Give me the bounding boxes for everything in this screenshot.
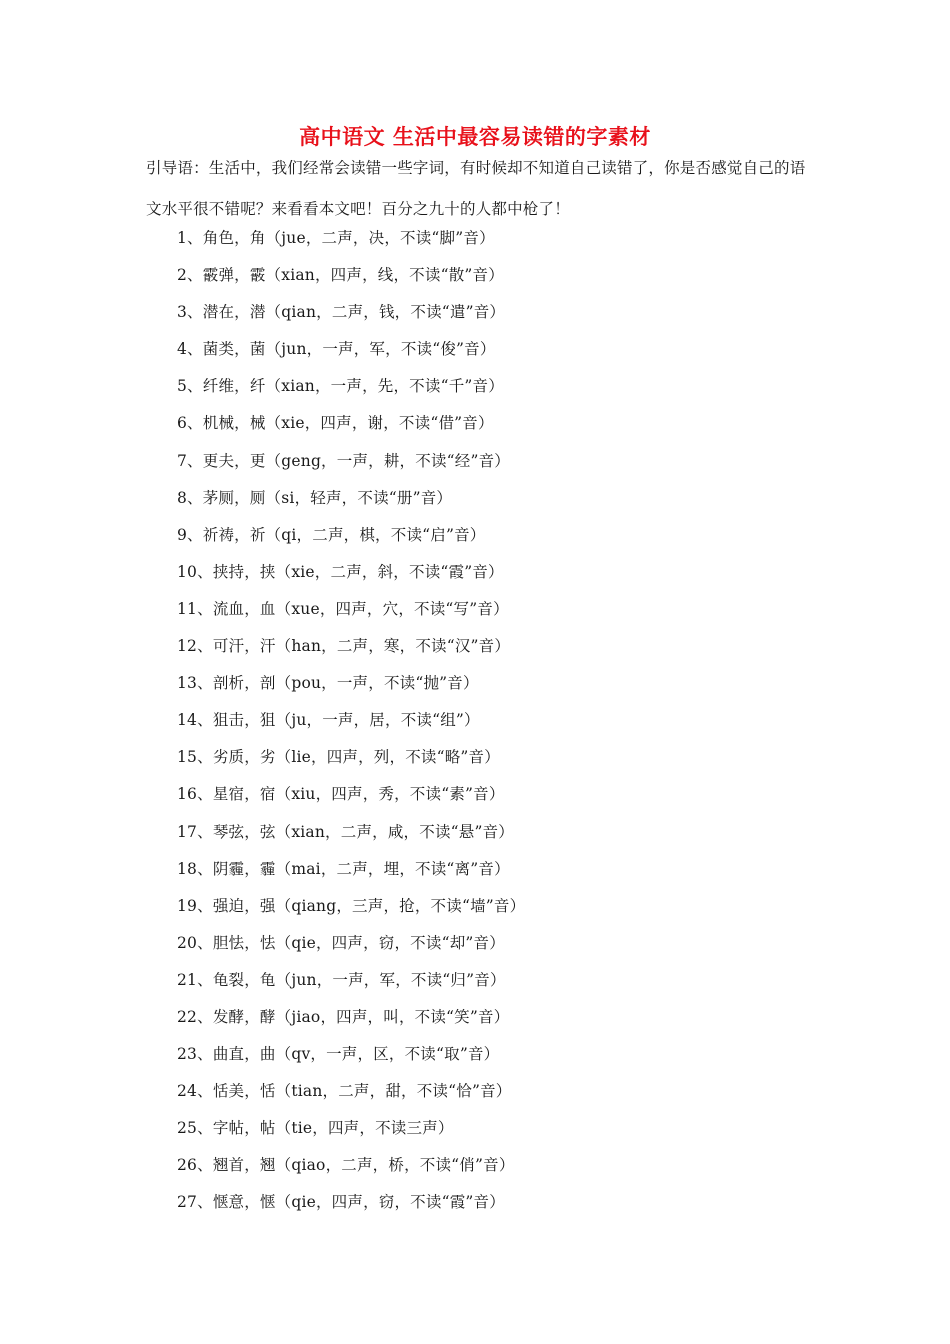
- list-item: 24、恬美，恬（tian，二声，甜，不读“恰”音）: [177, 1082, 512, 1101]
- list-item: 6、机械，械（xie，四声，谢，不读“借”音）: [177, 414, 494, 433]
- list-item: 15、劣质，劣（lie，四声，列，不读“略”音）: [177, 748, 500, 767]
- list-item: 5、纤维，纤（xian，一声，先，不读“千”音）: [177, 377, 504, 396]
- list-item: 8、茅厕，厕（si，轻声，不读“册”音）: [177, 488, 453, 507]
- list-item: 21、龟裂，龟（jun，一声，军，不读“归”音）: [177, 970, 506, 989]
- list-item: 17、琴弦，弦（xian，二声，咸，不读“悬”音）: [177, 822, 514, 841]
- list-item: 4、菌类，菌（jun，一声，军，不读“俊”音）: [177, 340, 496, 359]
- list-item: 23、曲直，曲（qv，一声，区，不读“取”音）: [177, 1045, 500, 1064]
- list-item: 19、强迫，强（qiang，三声，抢，不读“墙”音）: [177, 896, 526, 915]
- list-item: 14、狙击，狙（ju，一声，居，不读“组”）: [177, 711, 480, 730]
- list-item: 18、阴霾，霾（mai，二声，埋，不读“离”音）: [177, 859, 510, 878]
- list-item: 26、翘首，翘（qiao，二声，桥，不读“俏”音）: [177, 1156, 515, 1175]
- list-item: 9、祈祷，祈（qi，二声，棋，不读“启”音）: [177, 525, 486, 544]
- list-item: 13、剖析，剖（pou，一声，不读“抛”音）: [177, 674, 479, 693]
- list-item: 11、流血，血（xue，四声，穴，不读“写”音）: [177, 599, 509, 618]
- word-list: [177, 220, 827, 1222]
- intro-paragraph: 引导语：生活中，我们经常会读错一些字词，有时候却不知道自己读错了，你是否感觉自己的语文水平很不错呢？来看看本文吧！百分之九十的人都中枪了！: [146, 159, 806, 218]
- list-item: 1、角色，角（jue，二声，决，不读“脚”音）: [177, 229, 495, 247]
- list-item: 27、惬意，惬（qie，四声，窃，不读“霞”音）: [177, 1193, 505, 1212]
- list-item: 25、字帖，帖（tie，四声，不读三声）: [177, 1119, 454, 1138]
- list-item: 10、挟持，挟（xie，二声，斜，不读“霞”音）: [177, 562, 504, 581]
- list-item: 12、可汗，汗（han，二声，寒，不读“汉”音）: [177, 637, 511, 656]
- list-item: 22、发酵，酵（jiao，四声，叫，不读“笑”音）: [177, 1007, 510, 1026]
- list-item: 16、星宿，宿（xiu，四声，秀，不读“素”音）: [177, 785, 505, 804]
- list-item: 7、更夫，更（geng，一声，耕，不读“经”音）: [177, 451, 511, 470]
- list-item: 3、潜在，潜（qian，二声，钱，不读“遣”音）: [177, 303, 506, 322]
- document-title: 高中语文 生活中最容易读错的字素材: [299, 125, 651, 149]
- list-item: 2、霰弹，霰（xian，四声，线，不读“散”音）: [177, 266, 504, 285]
- list-item: 20、胆怯，怯（qie，四声，窃，不读“却”音）: [177, 933, 505, 952]
